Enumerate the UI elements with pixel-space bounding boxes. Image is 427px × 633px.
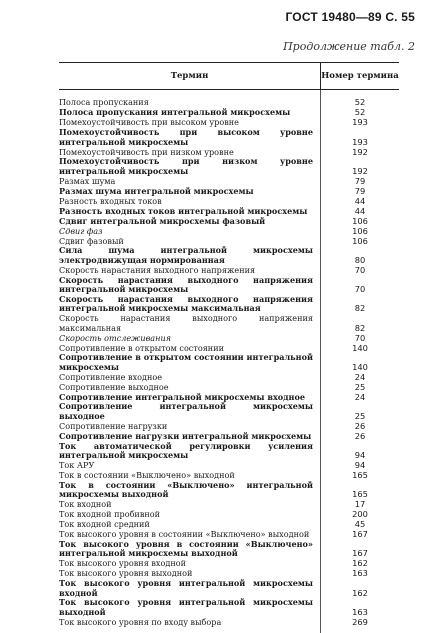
term-number-cell: 165 (352, 489, 368, 500)
table-row (59, 196, 399, 206)
term-cell: Ток в состоянии «Выключено» интегральной микросхемы выходной (59, 479, 313, 500)
term-cell: Ток АРУ (59, 460, 95, 471)
term-cell: Ток высокого уровня входной (59, 558, 187, 569)
term-cell: Полоса пропускания интегральной микросхемы (59, 107, 291, 118)
term-number-cell: 193 (352, 136, 368, 147)
term-number-cell: 52 (354, 97, 366, 108)
term-number-cell: 167 (352, 548, 368, 559)
table-row (59, 617, 399, 627)
term-cell: Сопротивление входное (59, 371, 163, 382)
term-number-cell: 163 (352, 568, 368, 579)
term-number-cell: 106 (352, 235, 368, 246)
term-number-cell: 79 (354, 185, 366, 196)
table-row (59, 226, 399, 236)
term-cell: Ток высокого уровня по входу выбора (59, 616, 222, 627)
table-row (59, 186, 399, 196)
term-cell: Сопротивление интегральной микросхемы выходное (59, 401, 313, 421)
term-number-cell: 193 (352, 117, 368, 128)
term-cell: Ток в состоянии «Выключено» выходной (59, 470, 235, 481)
term-cell: Размах шума интегральной микросхемы (59, 185, 254, 196)
term-cell: Ток высокого уровня интегральной микросхемы выходной (59, 597, 313, 617)
table-row (59, 176, 399, 186)
term-cell: Сопротивление в открытом состоянии интегральной микросхемы (59, 352, 313, 372)
term-cell: Сопротивление выходное (59, 381, 169, 392)
table-row (59, 402, 399, 421)
term-cell: Скорость нарастания выходного напряжения интегральной микросхемы (59, 274, 313, 295)
term-number-cell: 167 (352, 529, 368, 540)
term-number-cell: 80 (354, 254, 366, 265)
table-row (59, 540, 399, 559)
table-row (59, 246, 399, 265)
term-number-cell: 45 (354, 519, 366, 530)
table-row (59, 295, 399, 314)
term-number-cell: 25 (354, 410, 366, 421)
term-number-cell: 44 (354, 205, 366, 216)
table-row (59, 579, 399, 598)
term-number-cell: 25 (354, 381, 366, 392)
term-cell: Скорость нарастания выходного напряжения (59, 264, 256, 275)
term-cell: Скорость отслеживания (59, 332, 172, 343)
term-number-cell: 94 (354, 460, 366, 471)
table-row (59, 128, 399, 147)
table-row (59, 216, 399, 226)
table-row (59, 157, 399, 176)
term-number-cell: 24 (354, 391, 366, 402)
table-row (59, 442, 399, 461)
terms-table (59, 62, 399, 627)
term-number-cell: 106 (352, 215, 368, 226)
page-header: ГОСТ 19480—89 С. 55 (285, 10, 415, 24)
term-cell: Сдвиг фазовый (59, 235, 124, 246)
term-number-cell: 52 (354, 107, 366, 118)
term-cell: Сдвиг фаз (59, 225, 103, 236)
term-number-cell: 94 (354, 450, 366, 461)
term-number-cell: 165 (352, 470, 368, 481)
table-row (59, 333, 399, 343)
term-cell: Ток высокого уровня в состоянии «Выключено» выходной (59, 529, 310, 540)
term-number-cell: 192 (352, 165, 368, 176)
term-number-cell: 17 (354, 499, 366, 510)
term-cell: Разность входных токов интегральной микросхемы (59, 205, 308, 216)
term-number-cell: 70 (354, 264, 366, 275)
term-cell: Сопротивление нагрузки интегральной микросхемы (59, 430, 312, 441)
term-number-cell: 140 (352, 342, 368, 353)
term-cell: Помехоустойчивость при высоком уровне (59, 117, 239, 128)
term-cell: Ток высокого уровня в состоянии «Выключено» интегральной микросхемы выходной (59, 538, 313, 559)
term-number-cell: 82 (354, 303, 366, 314)
term-cell: Разность входных токов (59, 195, 162, 206)
term-cell: Размах шума (59, 175, 116, 186)
term-number-cell: 82 (354, 322, 366, 333)
table-header (59, 62, 399, 90)
term-cell: Ток входной пробивной (59, 509, 161, 520)
term-number-cell: 24 (354, 371, 366, 382)
continuation-label: Продолжение табл. 2 (283, 40, 415, 53)
column-header-term: Термин (170, 71, 209, 81)
term-cell: Помехоустойчивость при низком уровне интегральной микросхемы (59, 156, 313, 176)
term-number-cell: 269 (352, 616, 368, 627)
term-number-cell: 140 (352, 361, 368, 372)
term-cell: Помехоустойчивость при низком уровне (59, 146, 234, 157)
term-cell: Ток высокого уровня интегральной микросхемы входной (59, 578, 313, 598)
term-cell: Сопротивление интегральной микросхемы входное (59, 391, 306, 402)
table-row (59, 206, 399, 216)
table-row (59, 276, 399, 295)
term-number-cell: 70 (354, 332, 366, 343)
table-body (59, 90, 399, 627)
table-row (59, 353, 399, 372)
term-number-cell: 26 (354, 430, 366, 441)
table-row (59, 598, 399, 617)
term-number-cell: 162 (352, 558, 368, 569)
term-number-cell: 163 (352, 606, 368, 617)
term-cell: Скорость нарастания выходного напряжения максимальная (59, 312, 313, 333)
table-row (59, 432, 399, 442)
term-cell: Сопротивление в открытом состоянии (59, 342, 224, 353)
term-cell: Скорость нарастания выходного напряжения интегральной микросхемы максимальная (59, 293, 313, 314)
term-cell: Полоса пропускания (59, 97, 149, 108)
term-number-cell: 192 (352, 146, 368, 157)
table-row (59, 422, 399, 432)
table-row (59, 372, 399, 382)
term-number-cell: 44 (354, 195, 366, 206)
term-cell: Ток высокого уровня выходной (59, 568, 193, 579)
term-number-cell: 26 (354, 420, 366, 431)
term-cell: Ток входной (59, 499, 112, 510)
column-divider (320, 90, 321, 633)
column-header-number: Номер термина (320, 63, 399, 89)
table-row (59, 314, 399, 333)
term-cell: Ток входной средний (59, 519, 150, 530)
term-number-cell: 106 (352, 225, 368, 236)
term-cell: Помехоустойчивость при высоком уровне интегральной микросхемы (59, 127, 313, 147)
table-row (59, 481, 399, 500)
table-row (59, 382, 399, 392)
term-cell: Сдвиг интегральной микросхемы фазовый (59, 215, 266, 226)
term-number-cell: 162 (352, 587, 368, 598)
term-number-cell: 79 (354, 175, 366, 186)
term-number-cell: 200 (352, 509, 368, 520)
term-number-cell: 70 (354, 284, 366, 295)
term-cell: Ток автоматической регулировки усиления интегральной микросхемы (59, 440, 313, 461)
term-cell: Сопротивление нагрузки (59, 420, 168, 431)
term-cell: Сила шума интегральной микросхемы электродвижущая нормированная (59, 245, 313, 265)
